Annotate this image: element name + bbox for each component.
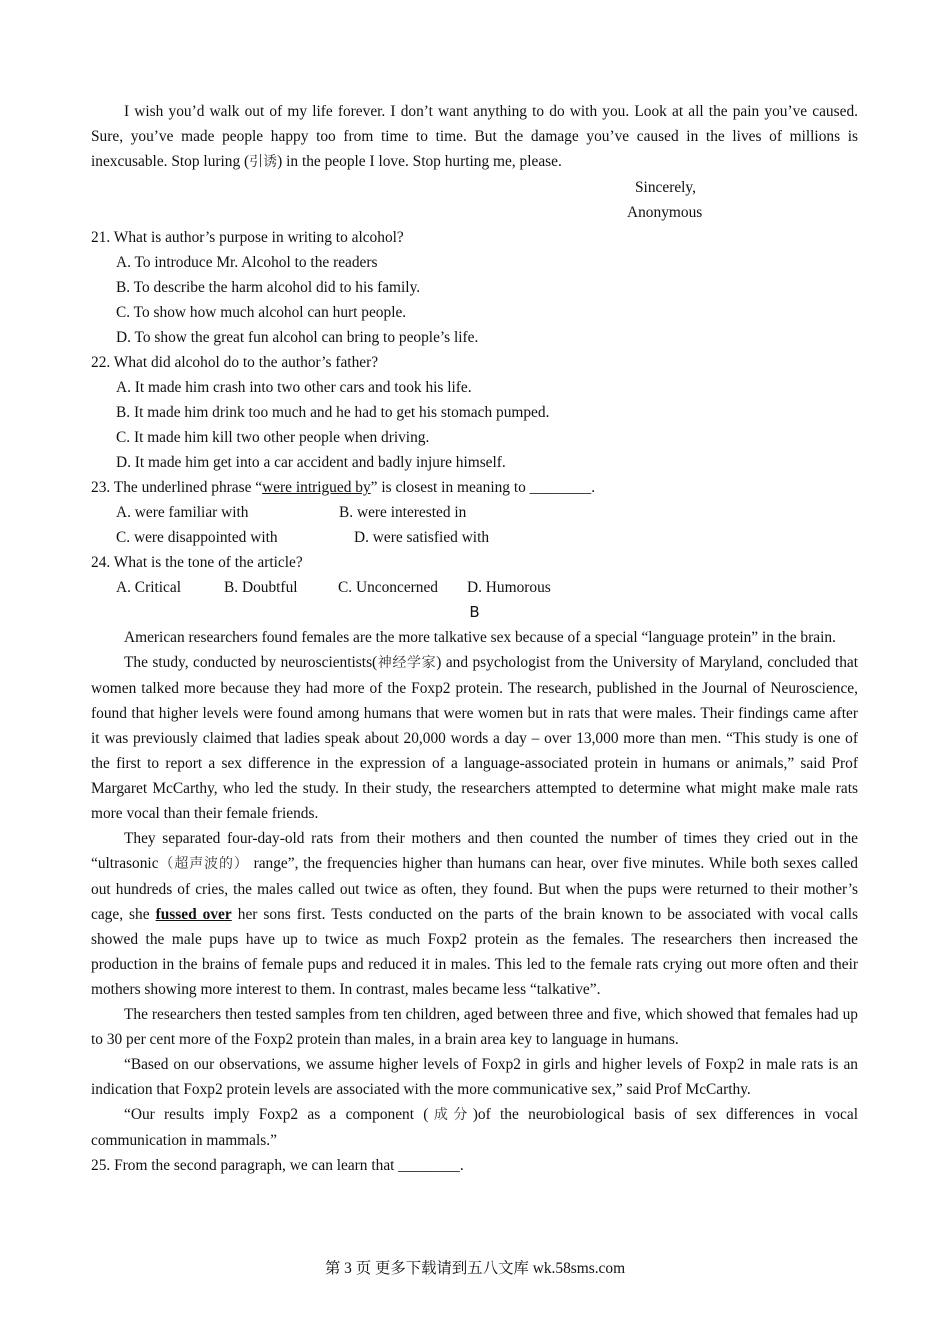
options-row-1 [91,500,858,525]
paragraph-text: her sons first. Tests conducted on the parts of the brain known to be associated with vocal calls showed the male pups have up to twice as much Foxp2 protein as the females. The researchers then increased the production in the brains of female pups and reduced it in males. This led to the female rats crying out more often and their mothers showing more interest to them. In contrast, males became less “talkative”. [91,906,858,998]
options-row-2 [91,525,858,550]
option-a: A. Critical [116,579,181,596]
page-footer: 第 3 页 更多下载请到五八文库 wk.58sms.com [324,1260,626,1277]
paragraph-text: )of the neurobiological basis of sex differences in vocal communication in mammals.” [91,1106,858,1149]
stem-text: ” is closest in meaning to ________. [370,479,596,496]
passage-paragraph-3 [91,826,858,1002]
paragraph-text: They separated four-day-old rats from their mothers and then counted the number of times they cried out in the “ultrasonic [91,830,858,872]
paragraph-text: range”, the frequencies higher than humans can hear, over five minutes. While both sexes called out hundreds of cries, the males called out twice as often, they found. But when the pups were returned to their mother’s cage, she [91,855,858,923]
chinese-gloss: 神经学家 [377,655,437,671]
question-stem: 22. What did alcohol do to the author’s father? [91,354,379,371]
question-stem: 24. What is the tone of the article? [91,554,303,571]
section-heading [91,600,858,625]
letter-signature: Anonymous [627,204,703,221]
option-a: A. were familiar with [116,504,249,521]
letter-text: I wish you’d walk out of my life forever. I don’t want anything to do with you. Look at all the pain you’ve caused. Sure, you’ve made people happy too from time to time. But the damage you’ve caused in the lives of millions is inexcusable. Stop luring ( [91,103,858,170]
chinese-gloss: 成分 [428,1107,473,1123]
option-a: A. It made him crash into two other cars and took his life. [116,379,472,396]
option-b: B. It made him drink too much and he had to get his stomach pumped. [116,404,550,421]
option-b: B. Doubtful [224,579,298,596]
question-22 [91,350,858,475]
question-25-stem: 25. From the second paragraph, we can learn that ________. [91,1157,464,1174]
question-23 [91,475,858,550]
option-d: D. were satisfied with [354,529,490,546]
option-b: B. To describe the harm alcohol did to his family. [116,279,421,296]
stem-text: 23. The underlined phrase “ [91,479,263,496]
letter-closing: Sincerely, [635,179,696,196]
paragraph-text: The study, conducted by neuroscientists( [124,654,378,671]
paragraph-text: ) and psychologist from the University of Maryland, concluded that women talked more because they had more of the Foxp2 protein. The research, published in the Journal of Neuroscience, found that higher levels were found among humans that were women but in rats that were males. Their findings came after it was previously claimed that ladies speak about 20,000 words a day – over 13,000 more than men. “This study is one of the first to report a sex difference in the expression of a language-associated protein in humans or animals,” said Prof Margaret McCarthy, who led the study. In their study, the researchers attempted to determine what might make male rats more vocal than their female friends. [91,654,859,822]
option-d: D. Humorous [467,579,551,596]
question-21 [91,225,858,350]
letter-paragraph [91,99,858,175]
chinese-gloss: （超声波的） [158,856,249,872]
passage-paragraph-2 [91,650,858,826]
option-c: C. It made him kill two other people when driving. [116,429,430,446]
underlined-phrase: were intrigued by [262,479,371,496]
question-stem: 21. What is author’s purpose in writing to alcohol? [91,229,404,246]
paragraph-text: “Our results imply Foxp2 as a component ( [124,1106,429,1123]
section-letter: B [469,603,480,621]
passage-paragraph-6 [91,1102,858,1153]
passage-paragraph-5: “Based on our observations, we assume higher levels of Foxp2 in girls and higher levels of Foxp2 in male rats is an indication that Foxp2 protein levels are associated with the more communicative sex,” said Prof McCarthy. [91,1056,858,1098]
option-c: C. Unconcerned [338,579,439,596]
passage-paragraph-4: The researchers then tested samples from ten children, aged between three and five, which showed that females had up to 30 per cent more of the Foxp2 protein than males, in a brain area key to language in humans. [91,1006,858,1048]
option-c: C. were disappointed with [116,529,278,546]
chinese-gloss: 引诱 [249,154,278,170]
option-d: D. To show the great fun alcohol can bring to people’s life. [116,329,479,346]
option-a: A. To introduce Mr. Alcohol to the readers [116,254,378,271]
options-row [91,575,858,600]
bold-underlined-phrase: fussed over [155,906,232,923]
document-page [91,99,858,1178]
letter-text: ) in the people I love. Stop hurting me, please. [277,153,562,170]
option-b: B. were interested in [339,504,467,521]
passage-paragraph-1: American researchers found females are the more talkative sex because of a special “language protein” in the brain. [124,629,836,646]
question-24 [91,550,858,600]
question-stem [91,475,858,500]
option-d: D. It made him get into a car accident and badly injure himself. [116,454,506,471]
option-c: C. To show how much alcohol can hurt people. [116,304,407,321]
